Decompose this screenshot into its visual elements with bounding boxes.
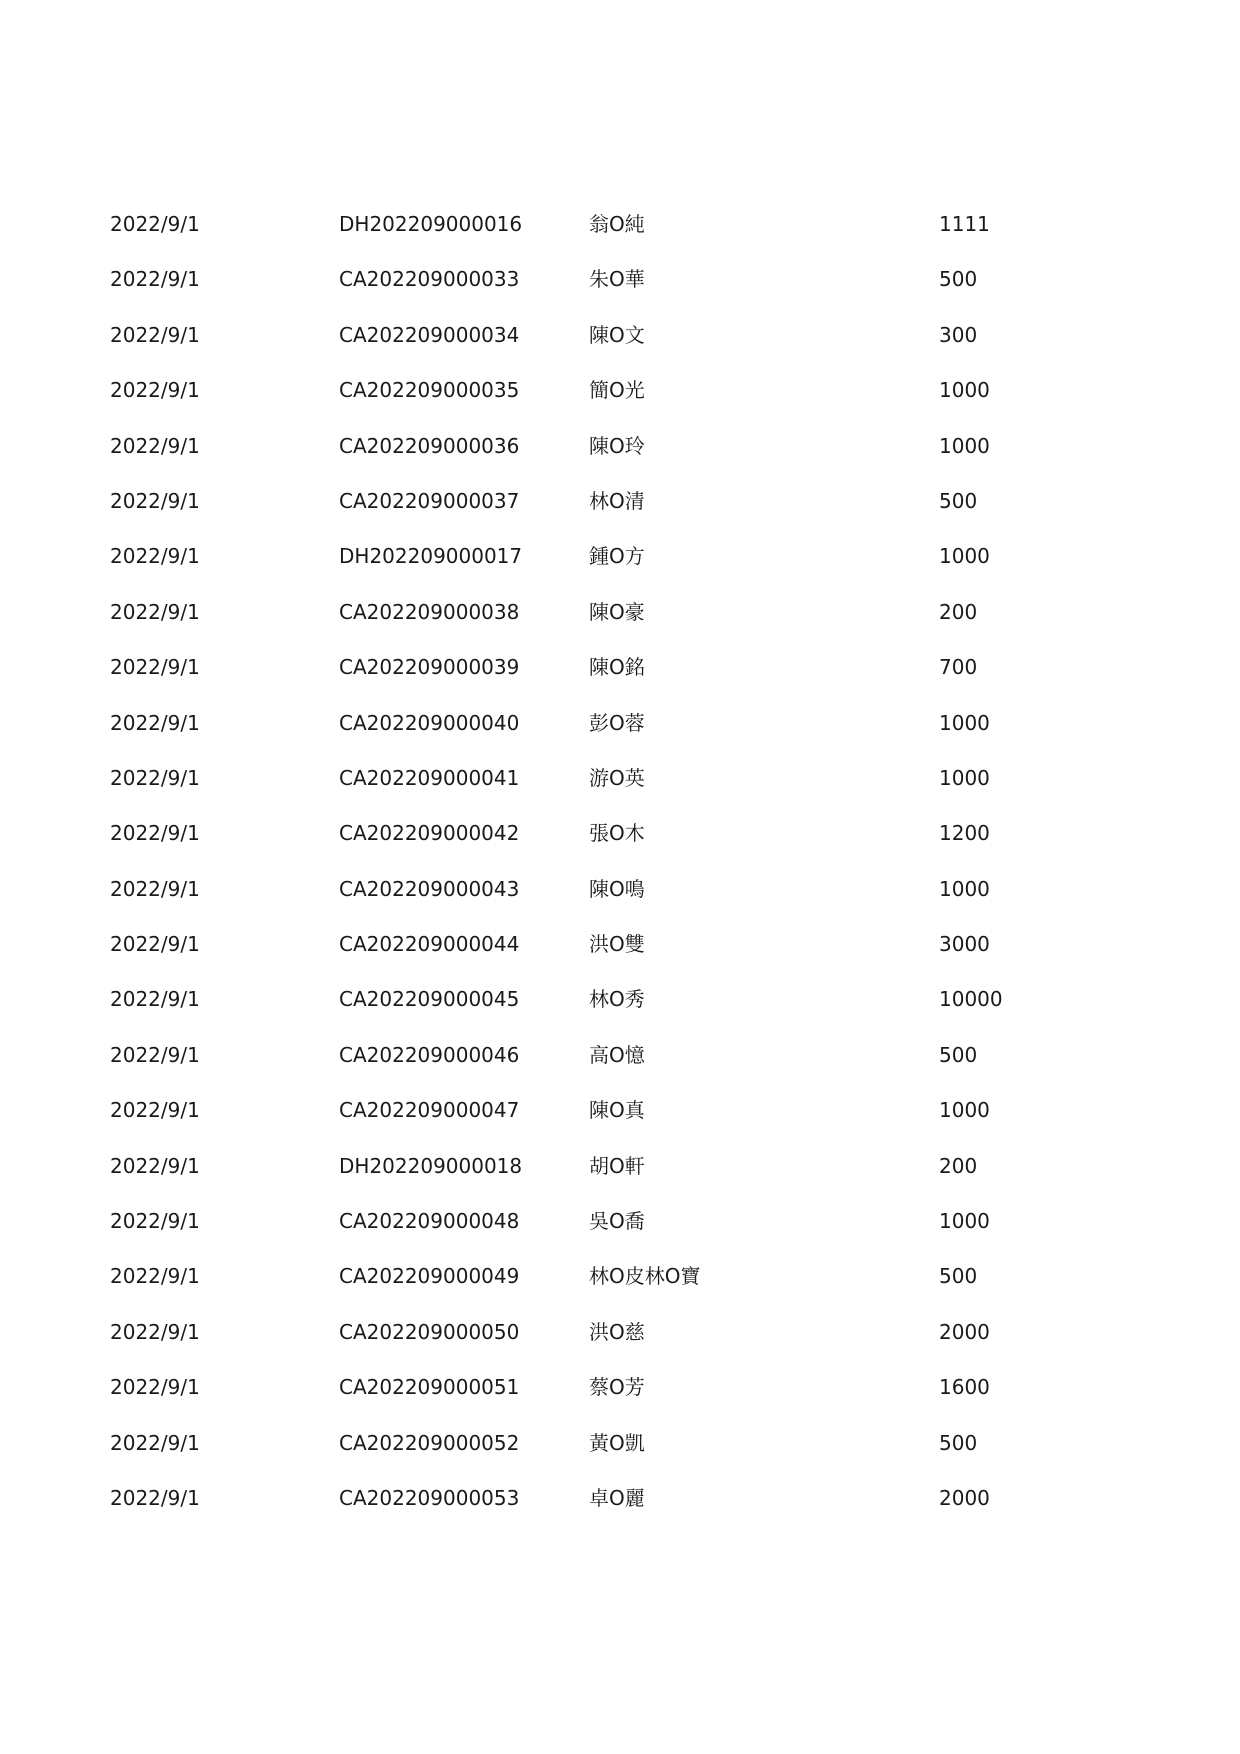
donor-name-cell: 彭O蓉 (589, 710, 645, 735)
donor-name-cell: 陳O鳴 (589, 876, 645, 901)
amount-cell: 3000 (939, 932, 990, 957)
table-row (110, 433, 1130, 488)
table-row (110, 654, 1130, 709)
donor-name-cell: 游O英 (589, 765, 645, 790)
donor-name-cell: 簡O光 (589, 378, 645, 403)
receipt-number-cell: CA202209000049 (339, 1264, 520, 1289)
table-row (110, 1374, 1130, 1429)
date-cell: 2022/9/1 (110, 765, 200, 790)
receipt-number-cell: CA202209000043 (339, 876, 520, 901)
amount-cell: 300 (939, 322, 978, 347)
date-cell: 2022/9/1 (110, 267, 200, 292)
receipt-number-cell: CA202209000038 (339, 599, 520, 624)
amount-cell: 10000 (939, 987, 1003, 1012)
donor-name-cell: 陳O豪 (589, 599, 645, 624)
table-row (110, 820, 1130, 875)
donor-name-cell: 洪O雙 (589, 932, 645, 957)
amount-cell: 2000 (939, 1319, 990, 1344)
receipt-number-cell: CA202209000039 (339, 655, 520, 680)
table-row (110, 599, 1130, 654)
amount-cell: 1000 (939, 544, 990, 569)
donor-name-cell: 黃O凱 (589, 1430, 645, 1455)
donor-name-cell: 張O木 (589, 821, 645, 846)
table-row (110, 1153, 1130, 1208)
date-cell: 2022/9/1 (110, 212, 200, 236)
table-row (110, 876, 1130, 931)
table-row (110, 1485, 1130, 1540)
date-cell: 2022/9/1 (110, 1430, 200, 1455)
table-row (110, 266, 1130, 321)
table-row (110, 931, 1130, 986)
amount-cell: 500 (939, 267, 978, 292)
date-cell: 2022/9/1 (110, 1153, 200, 1178)
date-cell: 2022/9/1 (110, 1485, 200, 1510)
donor-name-cell: 洪O慈 (589, 1319, 645, 1344)
donor-name-cell: 陳O文 (589, 322, 645, 347)
date-cell: 2022/9/1 (110, 544, 200, 569)
table-row (110, 488, 1130, 543)
date-cell: 2022/9/1 (110, 322, 200, 347)
table-row (110, 211, 1130, 266)
receipt-number-cell: DH202209000018 (339, 1153, 523, 1178)
date-cell: 2022/9/1 (110, 1375, 200, 1400)
amount-cell: 700 (939, 655, 978, 680)
amount-cell: 1111 (939, 212, 990, 236)
date-cell: 2022/9/1 (110, 599, 200, 624)
amount-cell: 2000 (939, 1485, 990, 1510)
donor-name-cell: 陳O真 (589, 1098, 645, 1123)
receipt-number-cell: CA202209000046 (339, 1042, 520, 1067)
donor-name-cell: 翁O純 (589, 212, 645, 236)
amount-cell: 200 (939, 599, 978, 624)
date-cell: 2022/9/1 (110, 1209, 200, 1234)
date-cell: 2022/9/1 (110, 1319, 200, 1344)
table-row (110, 765, 1130, 820)
receipt-number-cell: CA202209000033 (339, 267, 520, 292)
table-row (110, 1208, 1130, 1263)
date-cell: 2022/9/1 (110, 433, 200, 458)
table-row (110, 322, 1130, 377)
table-row (110, 1042, 1130, 1097)
table-row (110, 1263, 1130, 1318)
donor-name-cell: 林O皮林O寶 (589, 1264, 701, 1289)
receipt-number-cell: DH202209000016 (339, 212, 523, 236)
amount-cell: 1000 (939, 710, 990, 735)
receipt-number-cell: CA202209000045 (339, 987, 520, 1012)
donor-name-cell: 鍾O方 (589, 544, 645, 569)
amount-cell: 1200 (939, 821, 990, 846)
amount-cell: 1000 (939, 1209, 990, 1234)
donor-name-cell: 卓O麗 (589, 1485, 645, 1510)
receipt-number-cell: CA202209000051 (339, 1375, 520, 1400)
table-row (110, 1430, 1130, 1485)
date-cell: 2022/9/1 (110, 710, 200, 735)
amount-cell: 1600 (939, 1375, 990, 1400)
date-cell: 2022/9/1 (110, 987, 200, 1012)
date-cell: 2022/9/1 (110, 1098, 200, 1123)
donation-ledger-table (110, 211, 1130, 1540)
donor-name-cell: 吳O喬 (589, 1209, 645, 1234)
donor-name-cell: 胡O軒 (589, 1153, 645, 1178)
receipt-number-cell: CA202209000036 (339, 433, 520, 458)
donor-name-cell: 高O憶 (589, 1042, 645, 1067)
receipt-number-cell: CA202209000040 (339, 710, 520, 735)
date-cell: 2022/9/1 (110, 932, 200, 957)
receipt-number-cell: CA202209000052 (339, 1430, 520, 1455)
date-cell: 2022/9/1 (110, 821, 200, 846)
receipt-number-cell: CA202209000047 (339, 1098, 520, 1123)
date-cell: 2022/9/1 (110, 876, 200, 901)
receipt-number-cell: CA202209000034 (339, 322, 520, 347)
table-row (110, 710, 1130, 765)
amount-cell: 1000 (939, 765, 990, 790)
donor-name-cell: 蔡O芳 (589, 1375, 645, 1400)
table-row (110, 377, 1130, 432)
table-row (110, 986, 1130, 1041)
receipt-number-cell: CA202209000035 (339, 378, 520, 403)
date-cell: 2022/9/1 (110, 1042, 200, 1067)
donor-name-cell: 陳O玲 (589, 433, 645, 458)
amount-cell: 1000 (939, 378, 990, 403)
receipt-number-cell: CA202209000048 (339, 1209, 520, 1234)
table-row (110, 1319, 1130, 1374)
table-row (110, 543, 1130, 598)
date-cell: 2022/9/1 (110, 1264, 200, 1289)
receipt-number-cell: CA202209000042 (339, 821, 520, 846)
donor-name-cell: 朱O華 (589, 267, 645, 292)
amount-cell: 1000 (939, 1098, 990, 1123)
donor-name-cell: 林O清 (589, 488, 645, 513)
amount-cell: 200 (939, 1153, 978, 1178)
amount-cell: 1000 (939, 876, 990, 901)
receipt-number-cell: DH202209000017 (339, 544, 523, 569)
receipt-number-cell: CA202209000053 (339, 1485, 520, 1510)
receipt-number-cell: CA202209000044 (339, 932, 520, 957)
amount-cell: 500 (939, 1042, 978, 1067)
donor-name-cell: 陳O銘 (589, 655, 645, 680)
receipt-number-cell: CA202209000041 (339, 765, 520, 790)
date-cell: 2022/9/1 (110, 378, 200, 403)
receipt-number-cell: CA202209000050 (339, 1319, 520, 1344)
table-row (110, 1097, 1130, 1152)
amount-cell: 500 (939, 488, 978, 513)
receipt-number-cell: CA202209000037 (339, 488, 520, 513)
date-cell: 2022/9/1 (110, 655, 200, 680)
amount-cell: 1000 (939, 433, 990, 458)
donor-name-cell: 林O秀 (589, 987, 645, 1012)
amount-cell: 500 (939, 1430, 978, 1455)
date-cell: 2022/9/1 (110, 488, 200, 513)
amount-cell: 500 (939, 1264, 978, 1289)
